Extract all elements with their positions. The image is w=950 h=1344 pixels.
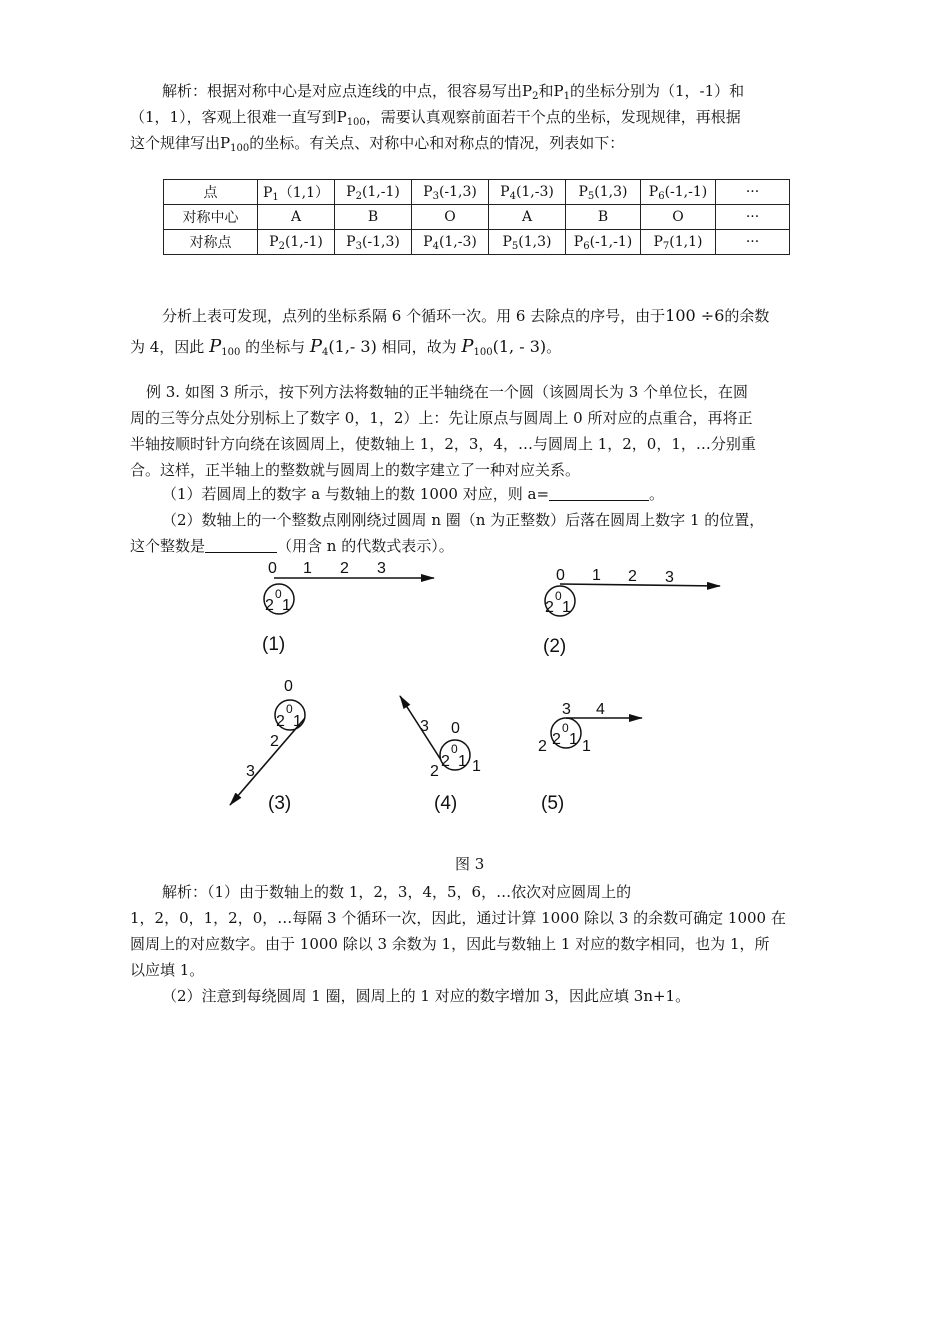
tick-label: 0	[268, 560, 277, 577]
panel-label: (3)	[268, 793, 292, 814]
circle-digit: 2	[441, 753, 450, 770]
circle-digit: 1	[293, 713, 302, 730]
row-label: 对称点	[164, 230, 258, 255]
tick-label: 2	[628, 568, 637, 585]
tick-label: 3	[665, 569, 674, 586]
example3-line4: 合。这样，正半轴上的整数就与圆周上的数字建立了一种对应关系。	[130, 461, 581, 479]
tick-label: 1	[592, 567, 601, 584]
tick-label: 0	[284, 678, 293, 695]
tick-label: 1	[303, 560, 312, 577]
table-cell: $P_5(1,3)$	[489, 230, 566, 255]
panel-label: (4)	[434, 793, 458, 814]
table-cell: $P_5(1,3)$	[566, 180, 641, 205]
circle-digit: 1	[282, 597, 291, 614]
tick-label: 3	[420, 718, 429, 735]
table-cell: O	[641, 205, 716, 230]
question2-line2: 这个整数是 （用含 n 的代数式表示）。	[130, 537, 454, 555]
tick-label: 1	[582, 738, 591, 755]
question1: （1）若圆周上的数字 a 与数轴上的数 1000 对应，则 a= 。	[162, 485, 665, 503]
table-cell: $P_4(1,-3)$	[489, 180, 566, 205]
figure-panel-3	[230, 678, 305, 814]
tick-label: 3	[246, 763, 255, 780]
panel-label: (2)	[543, 636, 567, 657]
table-cell: B	[566, 205, 641, 230]
table-cell: $P_3(-1,3)$	[335, 230, 412, 255]
tick-label: 3	[562, 701, 571, 718]
tick-label: 0	[451, 720, 460, 737]
table-cell: $P_4(1,-3)$	[412, 230, 489, 255]
solution1-line1: 解析：根据对称中心是对应点连线的中点，很容易写出$P_2$和$P_1$的坐标分别为（1，-1）和	[162, 82, 745, 102]
number-axis	[230, 718, 305, 805]
solution2-line5: （2）注意到每绕圆周 1 圈，圆周上的 1 对应的数字增加 3，因此应填 3n+1。	[162, 987, 691, 1005]
panel-label: (1)	[262, 634, 286, 655]
solution1-line3: 这个规律写出$P_{100}$的坐标。有关点、对称中心和对称点的情况，列表如下：	[130, 134, 625, 154]
circle-digit: 2	[545, 599, 554, 616]
tick-label: 2	[340, 560, 349, 577]
row-label: 对称中心	[164, 205, 258, 230]
circle-digit: 0	[562, 721, 569, 735]
tick-label: 3	[377, 560, 386, 577]
solution2-line2: 1，2，0，1，2，0，…每隔 3 个循环一次，因此，通过计算 1000 除以 3 的余数可确定 1000 在	[130, 909, 786, 927]
table-cell: ···	[716, 205, 790, 230]
circle-digit: 0	[555, 589, 562, 603]
question2-line1: （2）数轴上的一个整数点刚刚绕过圆周 n 圈（n 为正整数）后落在圆周上数字 1 的位置，	[162, 511, 765, 529]
circle-digit: 1	[458, 753, 467, 770]
circle-digit: 0	[451, 742, 458, 756]
solution2-line4: 以应填 1。	[130, 961, 205, 979]
table-cell: $P_7(1,1)$	[641, 230, 716, 255]
analysis-line2: 为 4，因此 $P_{100}$ 的坐标与 $P_4(1,-$ 3) 相同，故为 $P_{100}(1$, - 3)。	[130, 336, 562, 358]
example3-line2: 周的三等分点处分别标上了数字 0，1，2）上：先让原点与圆周上 0 所对应的点重合，再将正	[130, 409, 753, 427]
solution2-line3: 圆周上的对应数字。由于 1000 除以 3 余数为 1，因此与数轴上 1 对应的数字相同，也为 1，所	[130, 935, 770, 953]
table-cell: $P_1(1,1)$	[258, 180, 335, 205]
table-cell: A	[258, 205, 335, 230]
panel-label: (5)	[541, 793, 565, 814]
table-cell: $P_6(-1,-1)$	[566, 230, 641, 255]
tick-label: 1	[472, 758, 481, 775]
tick-label: 2	[430, 763, 439, 780]
tick-label: 4	[596, 701, 605, 718]
table-cell: $P_2(1,-1)$	[258, 230, 335, 255]
solution2-line1: 解析：（1）由于数轴上的数 1，2，3，4，5，6，…依次对应圆周上的	[162, 883, 632, 901]
number-axis	[560, 584, 720, 586]
circle-digit: 2	[265, 597, 274, 614]
circle-digit: 2	[552, 731, 561, 748]
figure-caption: 图 3	[455, 855, 485, 873]
table-cell: $P_2(1,-1)$	[335, 180, 412, 205]
example3-line1: 例 3. 如图 3 所示，按下列方法将数轴的正半轴绕在一个圆（该圆周长为 3 个单位长，在圆	[146, 383, 749, 401]
table-cell: O	[412, 205, 489, 230]
table-cell: $P_3(-1,3)$	[412, 180, 489, 205]
table-cell: $P_6(-1,-1)$	[641, 180, 716, 205]
circle-digit: 0	[275, 587, 282, 601]
row-label: 点	[164, 180, 258, 205]
figure-panel-2	[543, 567, 720, 657]
tick-label: 0	[556, 567, 565, 584]
tick-label: 2	[538, 738, 547, 755]
circle-digit: 0	[286, 702, 293, 716]
circle-digit: 1	[569, 731, 578, 748]
figure-panel-4	[400, 696, 481, 814]
analysis-line1: 分析上表可发现，点列的坐标系隔 6 个循环一次。用 6 去除点的序号，由于100 ÷6的余数	[162, 306, 770, 325]
table-cell: A	[489, 205, 566, 230]
figure-panel-5	[538, 701, 642, 814]
example3-line3: 半轴按顺时针方向绕在该圆周上，使数轴上 1，2，3，4，…与圆周上 1，2，0，1，…分别重	[130, 435, 756, 453]
tick-label: 2	[270, 733, 279, 750]
solution1-line2: （1，1），客观上很难一直写到$P_{100}$，需要认真观察前面若干个点的坐标，发现规律，再根据	[130, 108, 741, 128]
circle-digit: 2	[276, 713, 285, 730]
figure-panel-1	[262, 560, 434, 655]
circle-digit: 1	[562, 599, 571, 616]
table-cell: B	[335, 205, 412, 230]
table-cell: ···	[716, 180, 790, 205]
table-cell: ···	[716, 230, 790, 255]
